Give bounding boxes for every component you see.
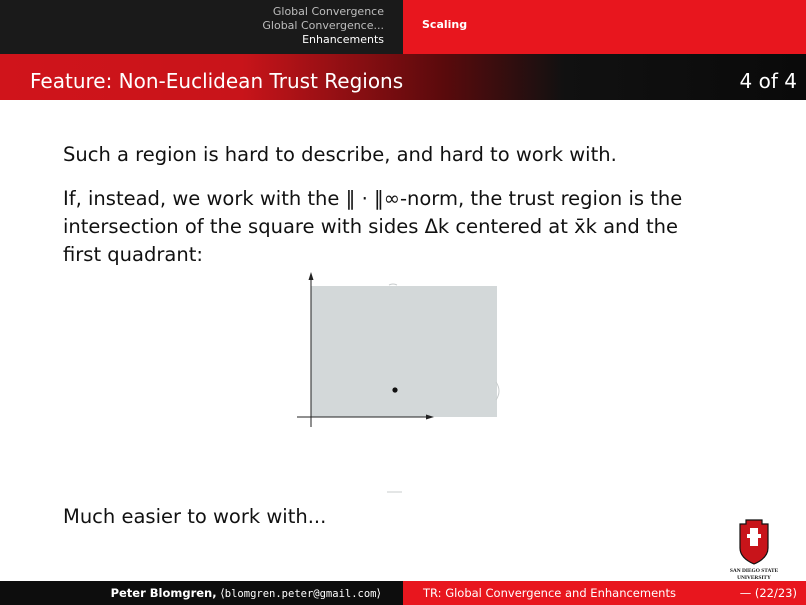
body-line-3: intersection of the square with sides Δk centered at x̄k and the: [63, 215, 678, 238]
footer-right: [403, 581, 806, 605]
body-line-4: first quadrant:: [63, 243, 203, 266]
body-line-1: Such a region is hard to describe, and hard to work with.: [63, 143, 617, 166]
footer-page-number: — (22/23): [739, 586, 797, 600]
header-section-panel: [403, 0, 806, 54]
footer-author-email[interactable]: blomgren.peter@gmail.com: [224, 588, 377, 600]
logo-text-line2: UNIVERSITY: [737, 575, 771, 581]
logo-text-line1: SAN DIEGO STATE: [729, 568, 779, 574]
footer-talk-title: TR: Global Convergence and Enhancements: [423, 586, 676, 600]
trust-region-square: [311, 286, 497, 417]
y-axis-arrow-icon: [309, 272, 314, 280]
nav-item-global-convergence-cont[interactable]: Global Convergence...: [262, 19, 384, 32]
nav-item-global-convergence[interactable]: Global Convergence: [272, 5, 384, 18]
frame-title-bar: [0, 54, 806, 100]
center-point-marker: [392, 387, 397, 392]
conclusion-text: Much easier to work with...: [63, 505, 327, 528]
body-line-2: If, instead, we work with the ‖ · ‖∞-norm, the trust region is the: [63, 187, 683, 210]
header-bar: [0, 0, 806, 54]
footer-left: [0, 581, 403, 605]
footer-author-name: Peter Blomgren,: [110, 586, 217, 600]
region-arc-right: [496, 382, 499, 400]
region-arc-top: [389, 284, 397, 285]
section-scaling[interactable]: Scaling: [422, 18, 468, 31]
footer-bar: [0, 581, 806, 605]
footer-author: Peter Blomgren, ⟨blomgren.peter@gmail.com⟩: [110, 586, 381, 600]
header-nav-panel: [0, 0, 403, 54]
university-logo: [729, 518, 779, 582]
x-axis-arrow-icon: [426, 415, 434, 420]
frame-title: Feature: Non-Euclidean Trust Regions: [30, 69, 404, 93]
frame-counter: 4 of 4: [739, 69, 797, 93]
nav-item-enhancements[interactable]: Enhancements: [302, 33, 384, 46]
